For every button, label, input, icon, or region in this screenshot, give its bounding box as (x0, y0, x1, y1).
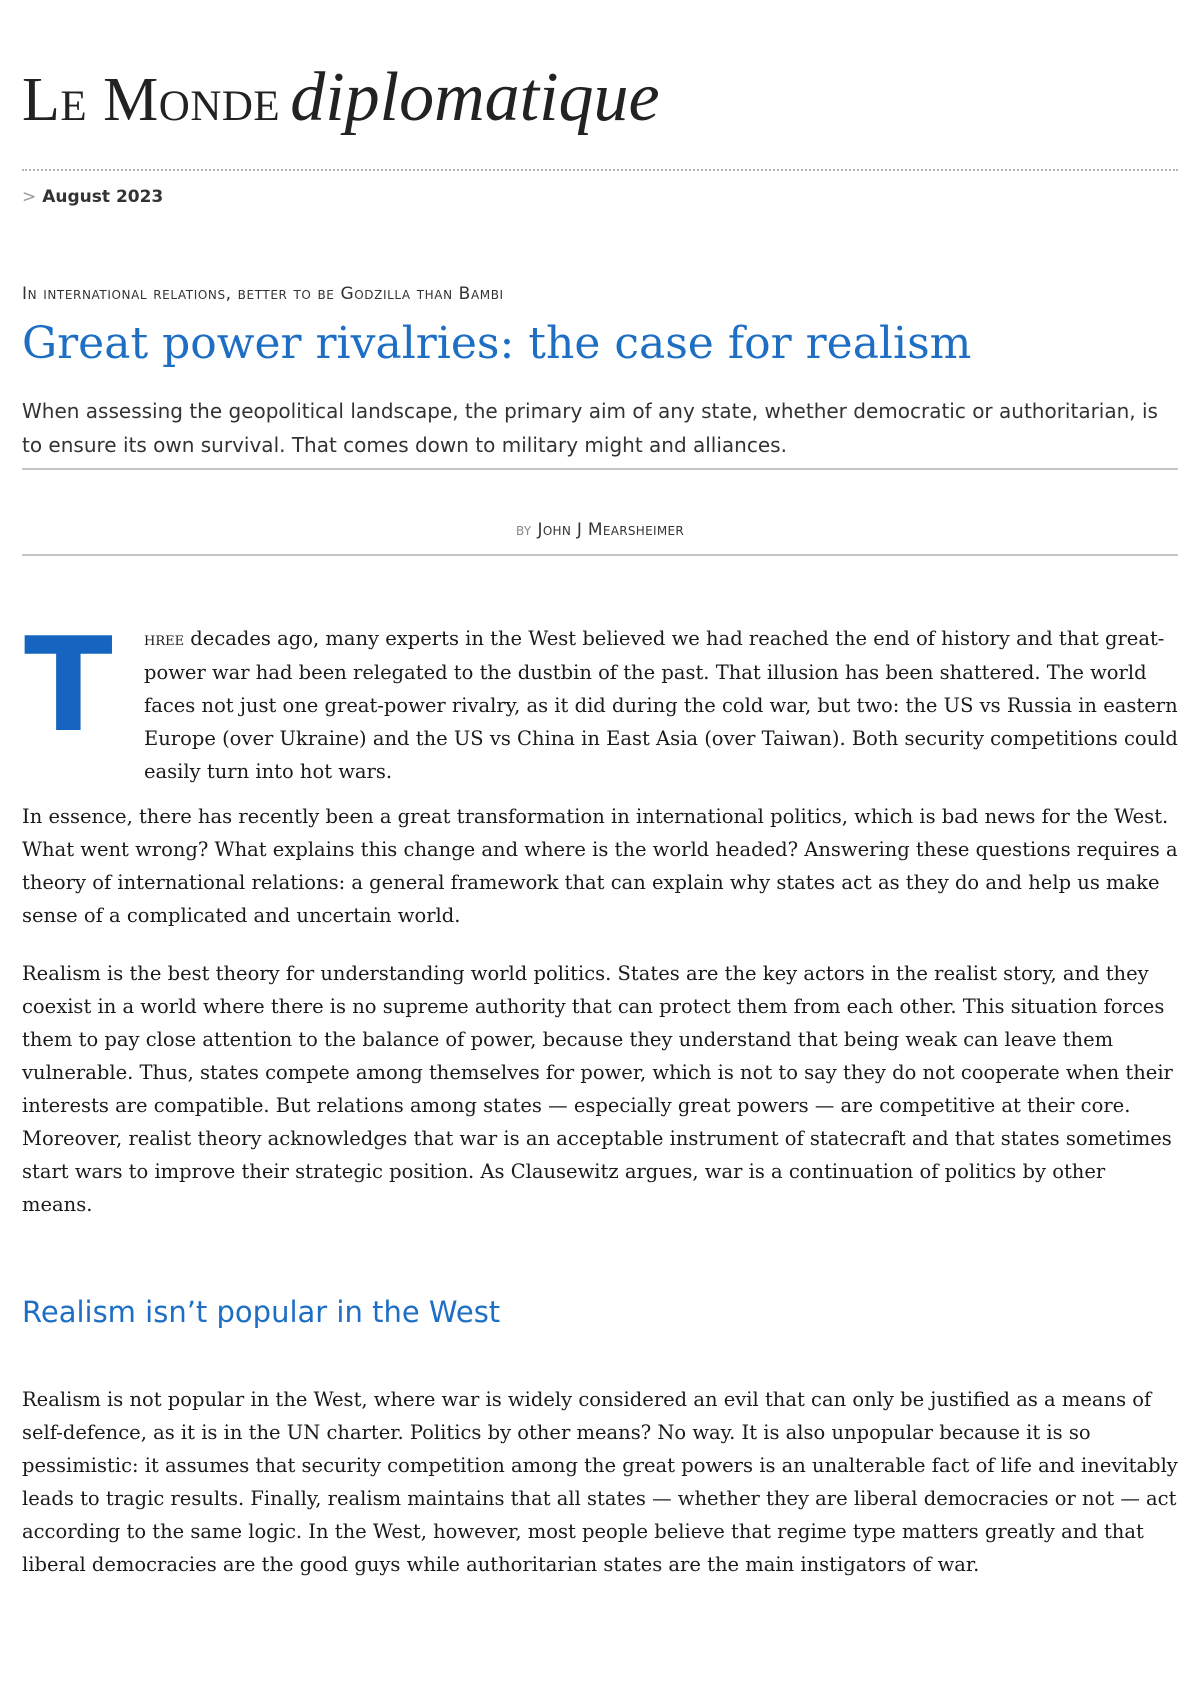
first-para-lead: hree (144, 628, 185, 650)
body-paragraph-3: Realism is the best theory for understanding world politics. States are the key actors in the realist story, and they coexist in a world where there is no supreme authority that can protect them from each other. This situation forces them to pay close attention to the balance of power, because they understand that being weak can leave them vulnerable. Thus, states compete among themselves for power, which is not to say they do not cooperate when their interests are compatible. But relations among states — especially great powers — are competitive at their core. Moreover, realist theory acknowledges that war is an acceptable instrument of statecraft and that states sometimes start wars to improve their strategic position. As Clausewitz argues, war is a continuation of politics by other means. (22, 962, 1173, 1216)
drop-cap: T (24, 609, 113, 761)
byline-top-rule (22, 468, 1178, 470)
byline-bottom-rule (22, 554, 1178, 556)
body-paragraph-1 (144, 622, 1178, 788)
article-title: Great power rivalries: the case for realism (22, 318, 972, 369)
section-subheading: Realism isn’t popular in the West (22, 1295, 501, 1329)
body-paragraph-2: In essence, there has recently been a great transformation in international politics, which is bad news for the West. What went wrong? What explains this change and where is the world headed? Answering these questions requires a theory of international relations: a general framework that can explain why states act as they do and help us make sense of a complicated and uncertain world. (22, 805, 1178, 927)
masthead-name-italic: diplomatique (290, 59, 660, 136)
first-para-rest: decades ago, many experts in the West believed we had reached the end of history and that great-power war had been relegated to the dustbin of the past. That illusion has been shattered. The world faces not just one great-power rivalry, as it did during the cold war, but two: the US vs Russia in eastern Europe (over Ukraine) and the US vs China in East Asia (over Taiwan). Both security competitions could easily turn into hot wars. (144, 627, 1178, 783)
issue-date: August 2023 (42, 187, 164, 207)
chevron-right-icon: > (22, 187, 37, 207)
masthead-divider (22, 169, 1178, 171)
byline-prefix: by (515, 520, 532, 540)
body-paragraph-4: Realism is not popular in the West, where war is widely considered an evil that can only be justified as a means of self-defence, as it is in the UN charter. Politics by other means? No way. It is also unpopular because it is so pessimistic: it assumes that security competition among the great powers is an unalterable fact of life and inevitably leads to tragic results. Finally, realism maintains that all states — whether they are liberal democracies or not — act according to the same logic. In the West, however, most people believe that regime type matters greatly and that liberal democracies are the good guys while authoritarian states are the main instigators of war. (22, 1388, 1178, 1576)
masthead-logo[interactable] (22, 58, 660, 148)
byline (22, 520, 1178, 540)
masthead-name-caps: Le Monde (22, 66, 281, 134)
article-kicker: In international relations, better to be Godzilla than Bambi (22, 284, 504, 304)
author-name[interactable]: John J Mearsheimer (537, 520, 685, 540)
issue-breadcrumb[interactable] (22, 187, 163, 207)
article-standfirst: When assessing the geopolitical landscape, the primary aim of any state, whether democratic or authoritarian, is to ensure its own survival. That comes down to military might and alliances. (22, 399, 1158, 457)
